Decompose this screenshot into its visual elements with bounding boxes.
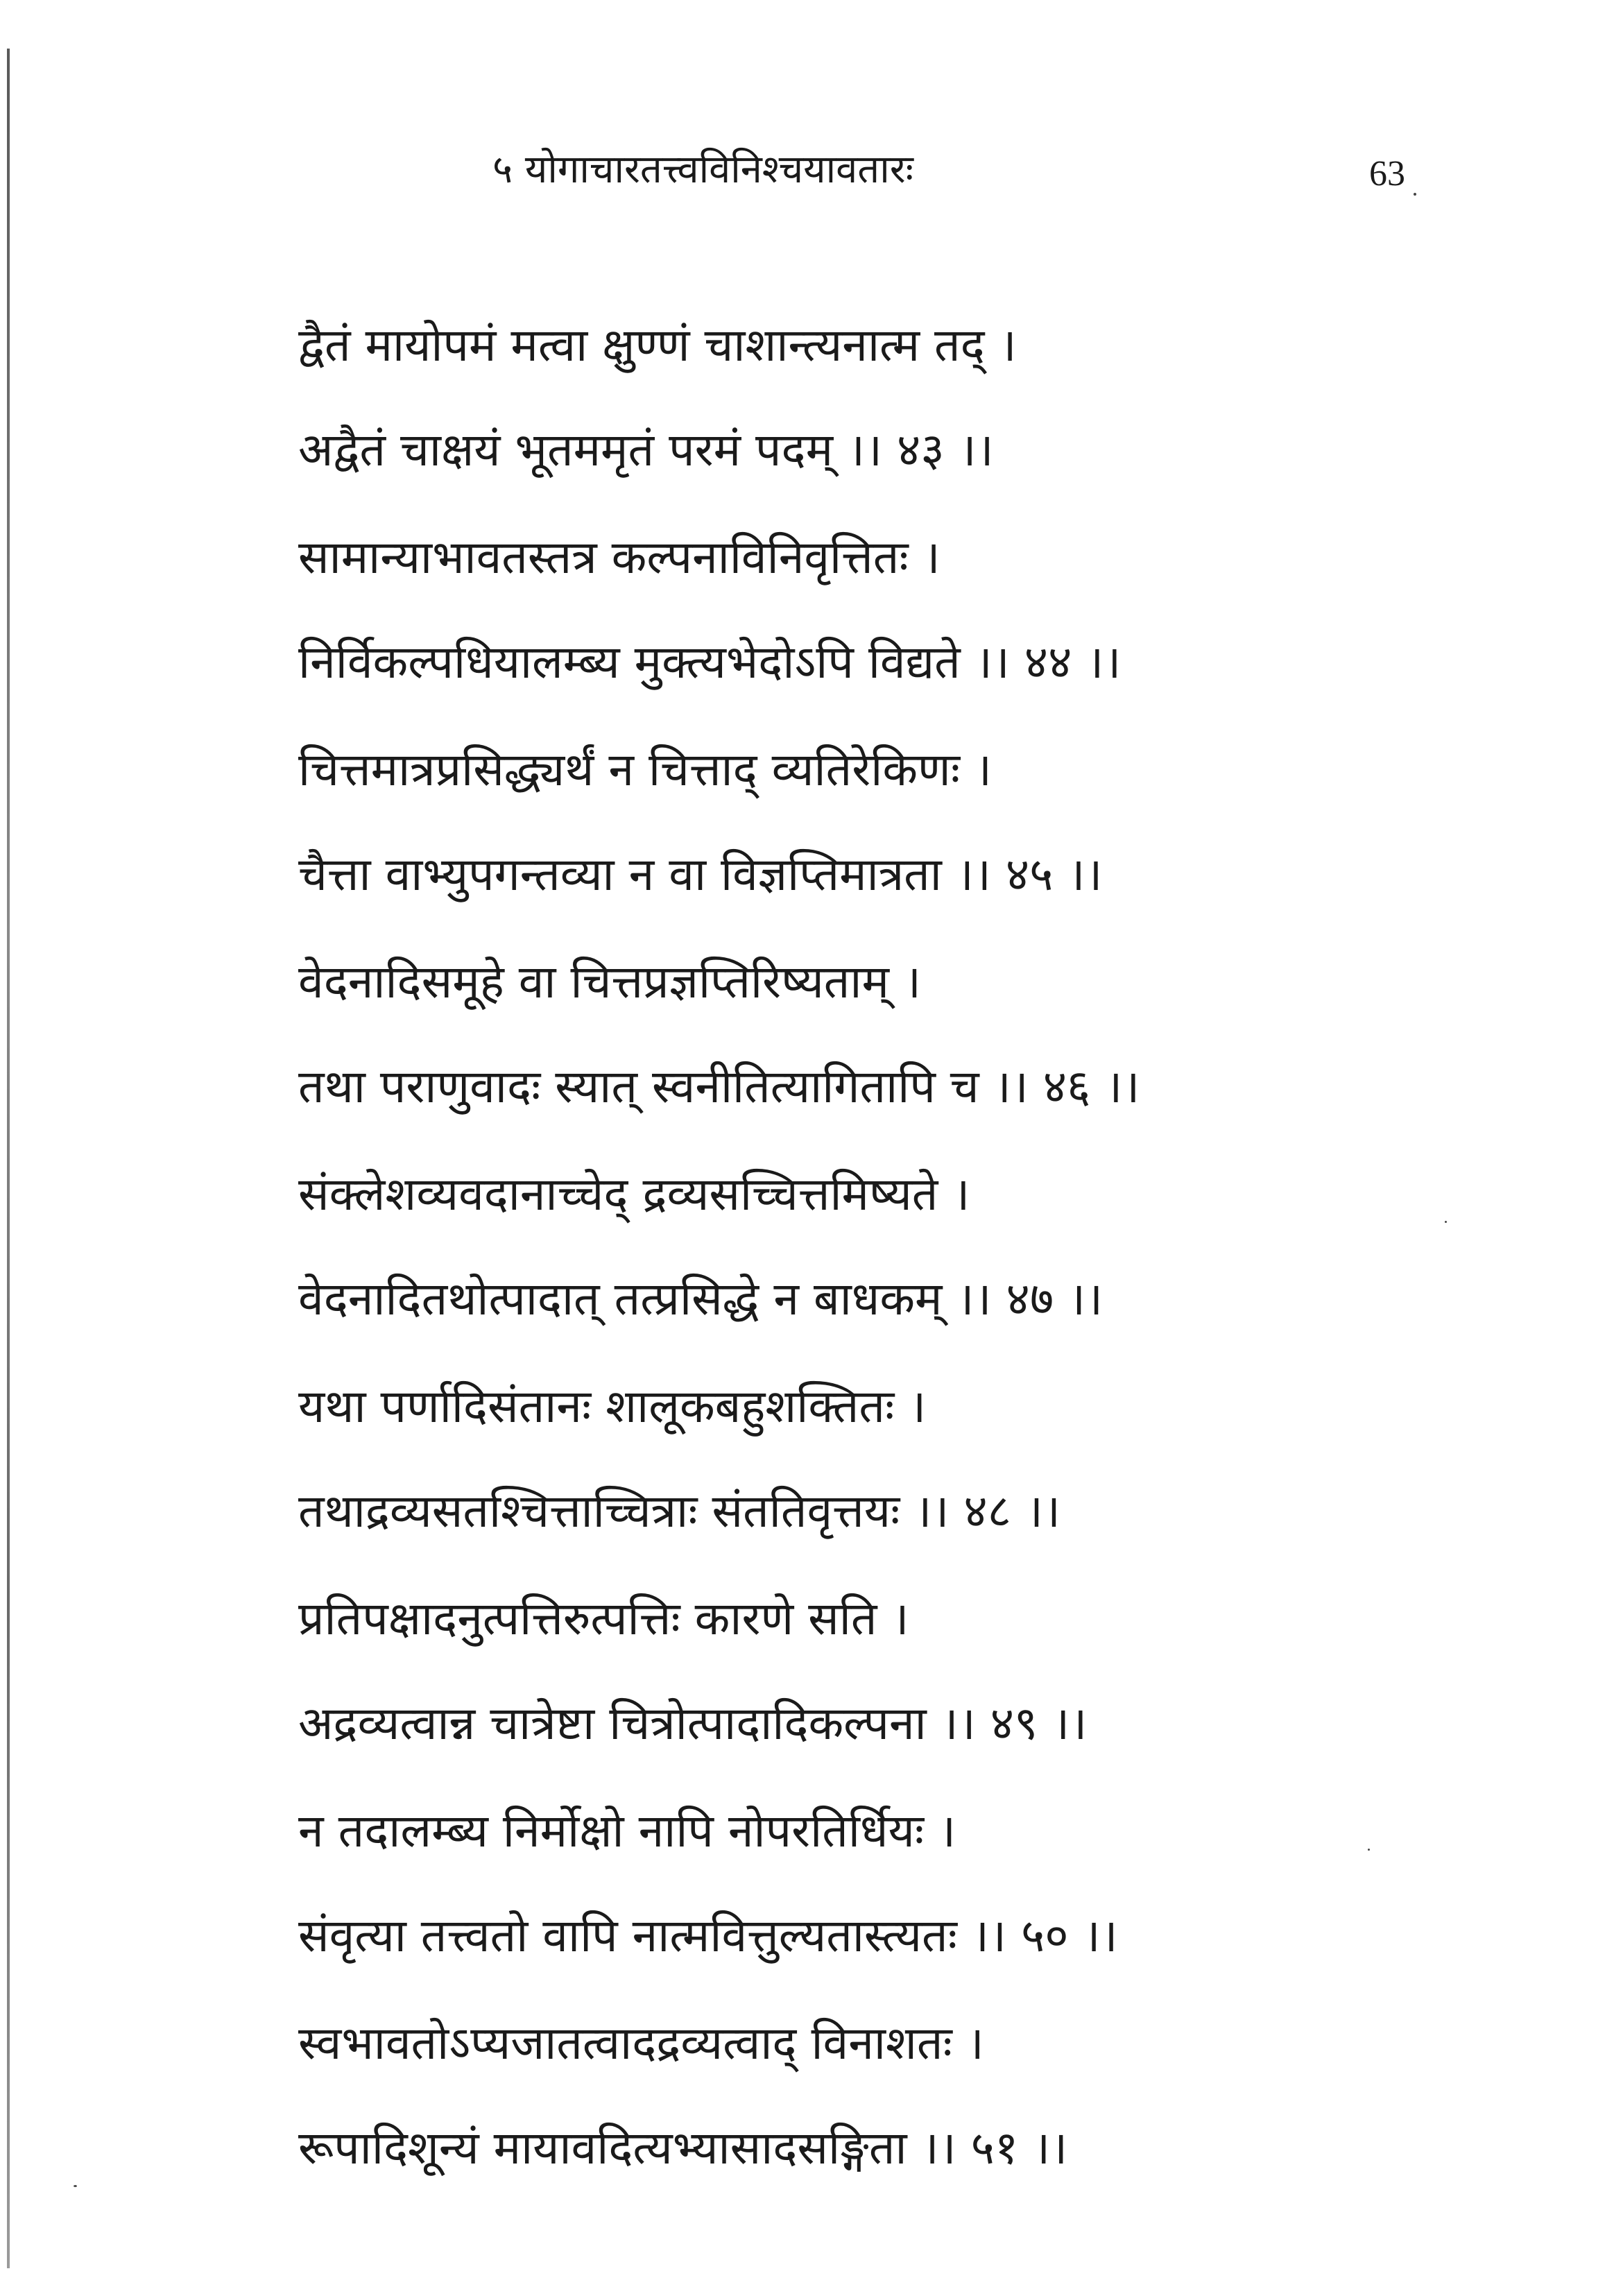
verse-line-first: स्वभावतोऽप्यजातत्वादद्रव्यत्वाद् विनाशतः । xyxy=(298,2016,984,2070)
verse-line-second: रूपादिशून्यं मायावदित्यभ्यासादसङ्गिता ।। ५१ ।। xyxy=(298,2121,1068,2175)
verse-line-first: संक्लेशव्यवदानाच्चेद् द्रव्यसच्चित्तमिष्यते । xyxy=(298,1167,970,1221)
verse-line-first: द्वैतं मायोपमं मत्वा क्षुण्णं चाशान्त्यनात्म तद् । xyxy=(298,318,1017,372)
verse-line-second: तथा पराणुवादः स्यात् स्वनीतित्यागितापि च ।। ४६ ।। xyxy=(298,1060,1140,1113)
verse-line-second: वेदनादितथोत्पादात् तत्प्रसिद्धे न बाधकम् ।। ४७ ।। xyxy=(298,1272,1104,1326)
verse-45 xyxy=(298,737,1477,907)
verse-line-second: तथाद्रव्यसतश्चित्ताच्चित्राः संततिवृत्तयः ।। ४८ ।। xyxy=(298,1484,1060,1538)
verse-line-second: संवृत्या तत्त्वतो वापि नात्मवित्तुल्यतास्त्यतः ।। ५० ।। xyxy=(298,1909,1118,1962)
verse-list xyxy=(298,312,1477,2222)
verse-44 xyxy=(298,524,1477,695)
verse-48 xyxy=(298,1373,1477,1544)
verse-47 xyxy=(298,1161,1477,1332)
verse-line-second: अद्वैतं चाक्षयं भूतममृतं परमं पदम् ।। ४३ ।। xyxy=(298,423,994,477)
verse-43 xyxy=(298,312,1477,483)
scan-speck xyxy=(74,2185,77,2187)
verse-51 xyxy=(298,2010,1477,2181)
verse-line-first: प्रतिपक्षादनुत्पत्तिरुत्पत्तिः कारणे सति । xyxy=(298,1592,909,1645)
verse-line-first: चित्तमात्रप्रसिद्ध्यर्थं न चित्ताद् व्यतिरेकिणः । xyxy=(298,743,993,796)
verse-line-second: निर्विकल्पधियालम्ब्य मुक्त्यभेदोऽपि विद्यते ।। ४४ ।। xyxy=(298,635,1122,689)
verse-line-second: अद्रव्यत्वान्न चात्रेष्टा चित्रोत्पादादिकल्पना ।। ४९ ।। xyxy=(298,1697,1088,1750)
verse-50 xyxy=(298,1798,1477,1969)
verse-46 xyxy=(298,949,1477,1120)
verse-line-second: चैत्ता वाभ्युपगन्तव्या न वा विज्ञप्तिमात्रता ।। ४५ ।। xyxy=(298,848,1103,901)
verse-line-first: वेदनादिसमूहे वा चित्तप्रज्ञप्तिरिष्यताम् । xyxy=(298,955,921,1009)
chapter-title: ५ योगाचारतत्त्वविनिश्चयावतारः xyxy=(492,147,913,192)
verse-line-first: यथा पर्णादिसंतानः शालूकबहुशक्तितः । xyxy=(298,1380,927,1433)
page-binding-edge xyxy=(7,49,10,2268)
verse-line-first: सामान्याभावतस्तत्र कल्पनाविनिवृत्तितः । xyxy=(298,531,941,584)
page-number: 63 xyxy=(1369,154,1405,194)
verse-line-first: न तदालम्ब्य निर्मोक्षो नापि नोपरतिर्धियः । xyxy=(298,1804,956,1858)
verse-49 xyxy=(298,1586,1477,1756)
running-header xyxy=(0,139,1623,201)
